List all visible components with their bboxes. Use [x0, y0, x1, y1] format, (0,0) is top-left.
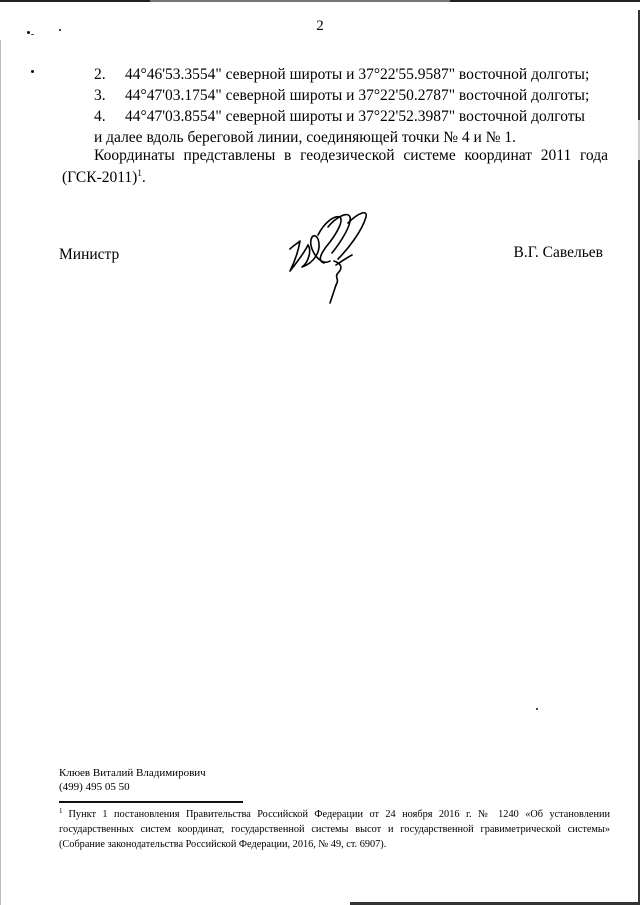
footnote-text: Пункт 1 постановления Правительства Российской Федерации от 24 ноября 2016 г. № 1240 «Об установлении [68, 809, 610, 820]
footnote-divider [59, 801, 243, 803]
scan-speck [31, 70, 34, 73]
footnote-line-2: государственных систем координат, государственной системы высот и государственной гравиметрической системы» [59, 824, 610, 835]
paragraph-line-2: (ГСК-2011) [62, 169, 138, 186]
signatory-name: В.Г. Савельев [513, 244, 603, 261]
contact-phone: (499) 495 05 50 [59, 781, 130, 793]
page-number: 2 [316, 18, 324, 34]
scan-speck [536, 708, 538, 710]
coordinate-point-number: 4. [94, 108, 106, 125]
footnote-reference: 1 [137, 167, 142, 178]
footnote-line-1 [59, 807, 610, 822]
footnote-line-3: (Собрание законодательства Российской Федерации, 2016, № 49, ст. 6907). [59, 839, 387, 850]
coordinate-system-paragraph [62, 145, 608, 189]
paragraph-line-1: Координаты представлены в геодезической системе координат 2011 года [94, 147, 608, 164]
contact-name: Клюев Виталий Владимирович [59, 767, 206, 779]
footnote-marker: 1 [59, 806, 63, 815]
coordinate-point-number: 3. [94, 87, 106, 104]
coordinate-point-text: 44°47'03.1754" северной широты и 37°22'50.2787" восточной долготы; [125, 87, 590, 104]
boundary-continuation: и далее вдоль береговой линии, соединяющей точки № 4 и № 1. [94, 129, 517, 146]
signature-icon [278, 205, 388, 305]
paragraph-period: . [141, 169, 146, 186]
coordinate-point-number: 2. [94, 66, 106, 83]
scan-border-left [0, 40, 1, 905]
coordinate-point-2 [94, 65, 589, 85]
coordinate-point-text: 44°47'03.8554" северной широты и 37°22'52.3987" восточной долготы [125, 108, 585, 125]
footnote [59, 807, 610, 852]
coordinate-point-text: 44°46'53.3554" северной широты и 37°22'55.9587" восточной долготы; [125, 66, 590, 83]
coordinate-point-4 [94, 107, 585, 127]
coordinate-point-3 [94, 86, 589, 106]
signatory-title: Министр [59, 246, 120, 263]
scan-border-top-shade [150, 0, 450, 2]
